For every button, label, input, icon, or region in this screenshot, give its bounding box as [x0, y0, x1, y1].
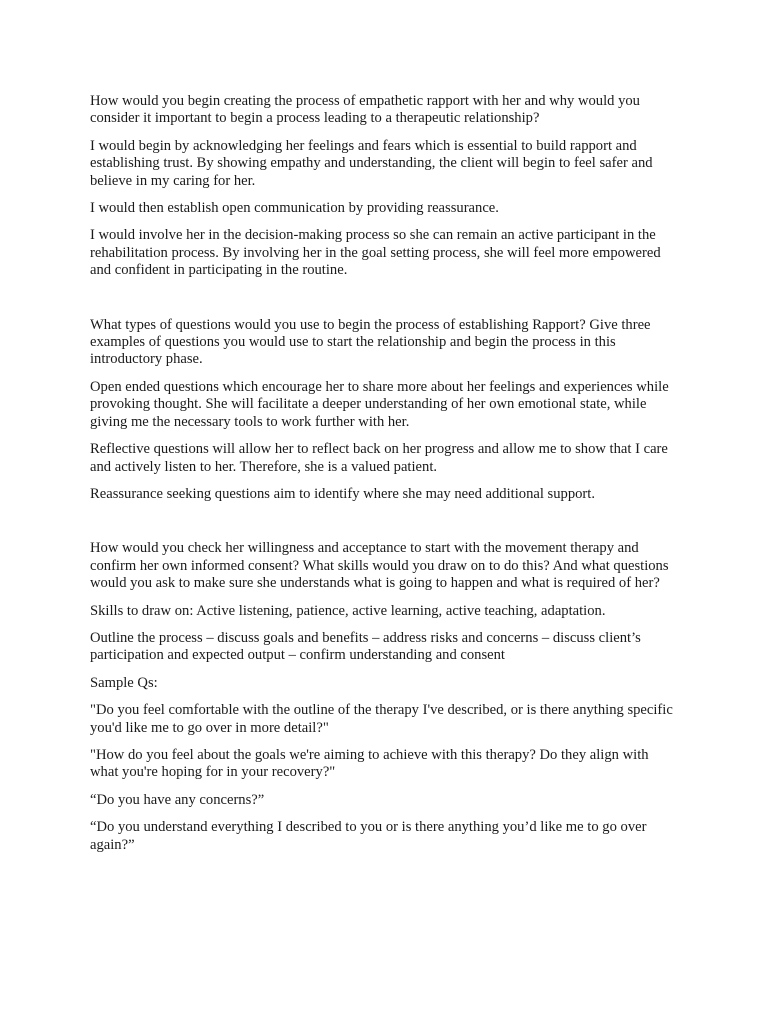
- sample-question: “Do you have any concerns?”: [90, 791, 265, 808]
- answer-paragraph: Open ended questions which encourage her to share more about her feelings and experiences while provoking thought. She will facilitate a deeper understanding of her own emotional state, while giving me the necessary tools to work further with her.: [90, 378, 669, 430]
- document-page: [90, 93, 680, 864]
- section-informed-consent: [90, 540, 680, 854]
- section-empathetic-rapport: [90, 93, 680, 280]
- answer-paragraph: I would begin by acknowledging her feelings and fears which is essential to build rapport and establishing trust. By showing empathy and understanding, the client will begin to feel safer and believe in my caring for her.: [90, 137, 653, 189]
- answer-paragraph: Reassurance seeking questions aim to identify where she may need additional support.: [90, 485, 595, 502]
- answer-paragraph: Sample Qs:: [90, 674, 158, 691]
- sample-question: "Do you feel comfortable with the outline of the therapy I've described, or is there anything specific you'd like me to go over in more detail?": [90, 702, 673, 736]
- section-spacer: [90, 290, 680, 317]
- question-paragraph: How would you check her willingness and acceptance to start with the movement therapy and confirm her own informed consent? What skills would you draw on to do this? And what questions would you ask to make sure she understands what is going to happen and what is required of her?: [90, 540, 669, 592]
- answer-paragraph: Skills to draw on: Active listening, patience, active learning, active teaching, adaptation.: [90, 602, 606, 619]
- section-question-types: [90, 317, 680, 504]
- sample-question: “Do you understand everything I described to you or is there anything you’d like me to go over again?”: [90, 819, 647, 853]
- section-spacer: [90, 513, 680, 540]
- question-paragraph: What types of questions would you use to begin the process of establishing Rapport? Give three examples of questions you would use to start the relationship and begin the process in this introductory phase.: [90, 316, 651, 368]
- answer-paragraph: I would involve her in the decision-making process so she can remain an active participant in the rehabilitation process. By involving her in the goal setting process, she will feel more empowered and confident in participating in the routine.: [90, 227, 661, 279]
- answer-paragraph: Outline the process – discuss goals and benefits – address risks and concerns – discuss client’s participation and expected output – confirm understanding and consent: [90, 629, 641, 664]
- answer-paragraph: Reflective questions will allow her to reflect back on her progress and allow me to show that I care and actively listen to her. Therefore, she is a valued patient.: [90, 441, 668, 475]
- question-paragraph: How would you begin creating the process of empathetic rapport with her and why would you consider it important to begin a process leading to a therapeutic relationship?: [90, 93, 640, 127]
- answer-paragraph: I would then establish open communication by providing reassurance.: [90, 200, 499, 217]
- sample-question: "How do you feel about the goals we're aiming to achieve with this therapy? Do they align with what you're hoping for in your recovery?": [90, 746, 649, 781]
